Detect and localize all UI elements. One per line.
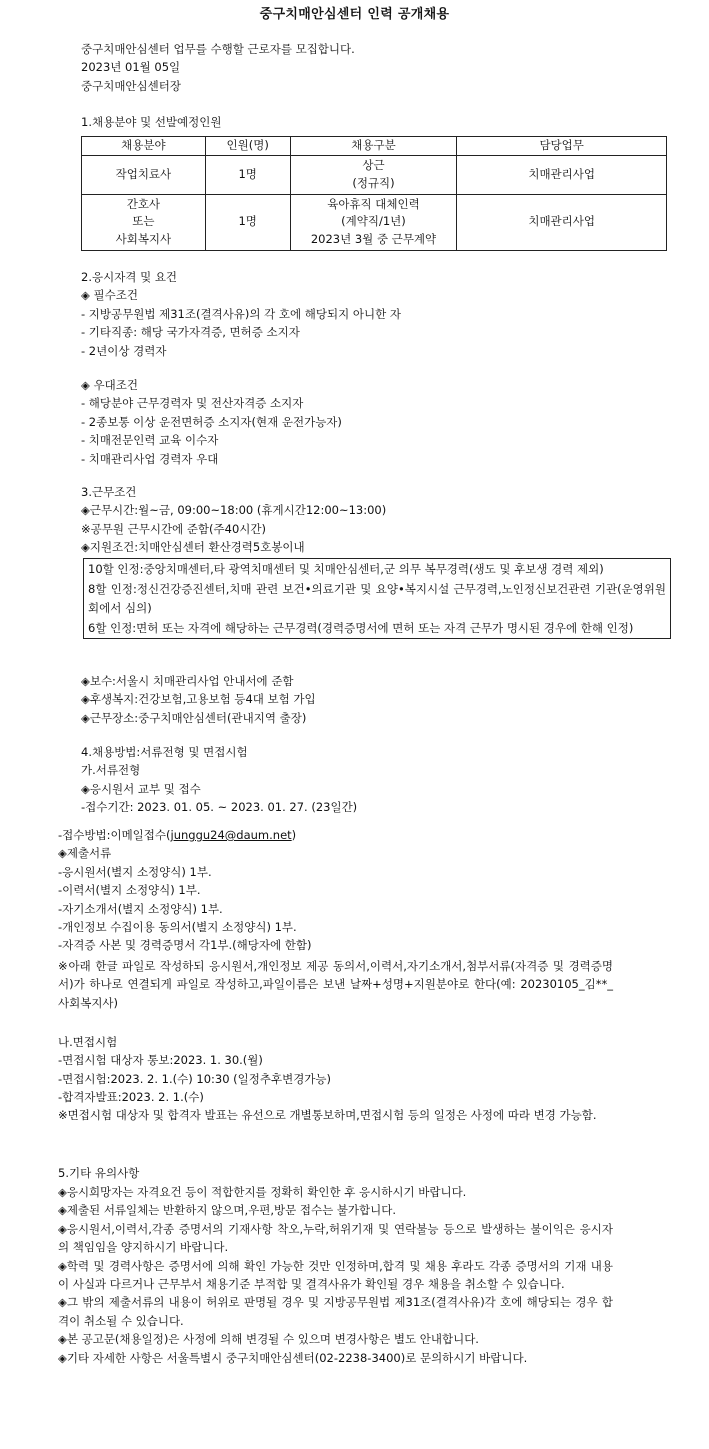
intro-signer: 중구치매안심센터장 — [81, 78, 181, 93]
section-heading: 2.응시자격 및 요건 — [81, 270, 178, 284]
table-row — [82, 155, 667, 194]
list-item: -개인정보 수집이용 동의서(별지 소정양식) 1부. — [58, 920, 297, 935]
required-heading: ◈ 필수조건 — [81, 288, 138, 303]
table-row — [82, 194, 667, 250]
section-heading: 4.채용방법:서류전형 및 면접시험 — [81, 745, 248, 759]
list-item: ◈응시희망자는 자격요건 등이 적합한지를 정확히 확인한 후 응시하시기 바랍니다. — [58, 1185, 467, 1199]
table-cell-count: 1명 — [205, 194, 290, 250]
list-item: ◈그 밖의 제출서류의 내용이 허위로 판명될 경우 및 지방공무원법 제31조(결격사유)각 호에 해당되는 경우 합격이 취소될 수 있습니다. — [58, 1295, 613, 1328]
list-item: ※공무원 근무시간에 준함(주40시간) — [81, 521, 266, 536]
list-item: ◈보수:서울시 치매관리사업 안내서에 준함 — [81, 674, 294, 688]
section5-heading — [58, 1164, 139, 1182]
list-item: -응시원서(별지 소정양식) 1부. — [58, 864, 212, 879]
list-item: -자기소개서(별지 소정양식) 1부. — [58, 901, 223, 916]
intro — [81, 40, 355, 95]
career-recognition-box — [83, 558, 671, 639]
list-item: -이력서(별지 소정양식) 1부. — [58, 883, 201, 898]
list-item: ◈학력 및 경력사항은 증명서에 의해 확인 가능한 것만 인정하며,합격 및 채용 후라도 각종 증명서의 기재 내용이 사실과 다르거나 근무부서 채용기준 부적합 및 결격사유가 확인될 경우 채용을 취소할 수 있습니다. — [58, 1258, 613, 1292]
section-heading: 5.기타 유의사항 — [58, 1166, 140, 1180]
section4 — [81, 743, 357, 817]
box-item: 10할 인정:중앙치매센터,타 광역치매센터 및 치매안심센터,군 의무 복무경력(생도 및 후보생 경력 제외) — [88, 562, 604, 576]
list-item: ◈본 공고문(채용일정)은 사정에 의해 변경될 수 있으며 변경사항은 별도 안내합니다. — [58, 1332, 479, 1347]
section-heading: 3.근무조건 — [81, 485, 137, 499]
list-item: - 치매관리사업 경력자 우대 — [81, 451, 219, 466]
subsection-heading: 나.면접시험 — [58, 1035, 118, 1049]
table-header: 담당업무 — [457, 137, 667, 156]
list-item: -면접시험 대상자 통보:2023. 1. 30.(월) — [58, 1053, 263, 1068]
submission-method: -접수방법:이메일접수(junggu24@daum.net) — [58, 828, 297, 842]
list-item: ◈제출된 서류일체는 반환하지 않으며,우편,방문 접수는 불가합니다. — [58, 1203, 397, 1218]
section3-after — [81, 672, 316, 727]
intro-date: 2023년 01월 05일 — [81, 60, 181, 75]
list-item: ◈기타 자세한 사항은 서울특별시 중구치매안심센터(02-2238-3400)로 문의하시기 바랍니다. — [58, 1350, 528, 1365]
list-item: - 기타직종: 해당 국가자격증, 면허증 소지자 — [81, 325, 300, 340]
table-cell-field: 간호사 또는 사회복지사 — [82, 194, 206, 250]
docs-note: ※아래 한글 파일로 작성하되 응시원서,개인정보 제공 동의서,이력서,자기소개서,첨부서류(자격증 및 경력증명서)가 하나로 연결되게 파일로 작성하고,파일이름은 보낸 날짜+성명+지원분야로 한다(예: 20230105_김**_사회복지사) — [58, 959, 613, 1010]
table-header: 채용분야 — [82, 137, 206, 156]
table-header-row — [82, 137, 667, 156]
table-cell-type: 육아휴직 대체인력 (계약직/1년) 2023년 3월 중 근무계약 — [290, 194, 457, 250]
section3 — [81, 483, 386, 557]
list-item: -면접시험:2023. 2. 1.(수) 10:30 (일정추후변경가능) — [58, 1071, 332, 1086]
section2 — [81, 268, 401, 360]
section4-docs — [58, 826, 311, 955]
table-cell-duty: 치매관리사업 — [457, 194, 667, 250]
table-cell-duty: 치매관리사업 — [457, 155, 667, 194]
intro-line: 중구치매안심센터 업무를 수행할 근로자를 모집합니다. — [81, 42, 355, 56]
list-item: ◈지원조건:치매안심센터 환산경력5호봉이내 — [81, 540, 305, 555]
section2-preferred — [81, 376, 342, 468]
email-link[interactable]: junggu24@daum.net — [170, 828, 292, 842]
preferred-heading: ◈ 우대조건 — [81, 378, 138, 392]
recruitment-table — [81, 136, 667, 251]
section4-interview — [58, 1033, 331, 1107]
list-item: - 치매전문인력 교육 이수자 — [81, 433, 219, 448]
list-item: - 해당분야 근무경력자 및 전산자격증 소지자 — [81, 396, 304, 411]
box-item: 8할 인정:정신건강증진센터,치매 관련 보건•의료기관 및 요양•복지시설 근무경력,노인정신보건관련 기관(운영위원회에서 심의) — [88, 581, 666, 615]
docs-heading: ◈제출서류 — [58, 846, 112, 861]
section-heading: 1.채용분야 및 선발예정인원 — [81, 115, 222, 129]
list-item: -자격증 사본 및 경력증명서 각1부.(해당자에 한함) — [58, 938, 312, 953]
subsection-heading: 가.서류전형 — [81, 763, 141, 778]
table-cell-count: 1명 — [205, 155, 290, 194]
list-item: ◈응시원서 교부 및 접수 — [81, 781, 201, 796]
page-title: 중구치매안심센터 인력 공개채용 — [259, 7, 450, 22]
table-header: 채용구분 — [290, 137, 457, 156]
list-item: ◈근무시간:월~금, 09:00~18:00 (휴게시간12:00~13:00) — [81, 503, 387, 518]
table-cell-field: 작업치료사 — [82, 155, 206, 194]
table-header: 인원(명) — [205, 137, 290, 156]
list-item: ◈응시원서,이력서,각종 증명서의 기재사항 착오,누락,허위기재 및 연락불능 등으로 발생하는 불이익은 응시자의 책임임을 양지하시기 바랍니다. — [58, 1221, 613, 1255]
section1-heading — [81, 113, 221, 131]
table-cell-type: 상근 (정규직) — [290, 155, 457, 194]
list-item: - 2년이상 경력자 — [81, 343, 167, 358]
list-item: -합격자발표:2023. 2. 1.(수) — [58, 1090, 204, 1105]
box-item: 6할 인정:면허 또는 자격에 해당하는 근무경력(경력증명서에 면허 또는 자격 근무가 명시된 경우에 한해 인정) — [88, 620, 634, 635]
list-item: - 지방공무원법 제31조(결격사유)의 각 호에 해당되지 아니한 자 — [81, 306, 401, 321]
interview-note: ※면접시험 대상자 및 합격자 발표는 유선으로 개별통보하며,면접시험 등의 일정은 사정에 따라 변경 가능함. — [58, 1108, 597, 1122]
section5-items — [58, 1183, 613, 1367]
list-item: -접수기간: 2023. 01. 05. ~ 2023. 01. 27. (23일간) — [81, 800, 358, 815]
list-item: - 2종보통 이상 운전면허증 소지자(현재 운전가능자) — [81, 414, 342, 429]
list-item: ◈근무장소:중구치매안심센터(관내지역 출장) — [81, 710, 307, 725]
list-item: ◈후생복지:건강보험,고용보험 등4대 보험 가입 — [81, 692, 316, 707]
